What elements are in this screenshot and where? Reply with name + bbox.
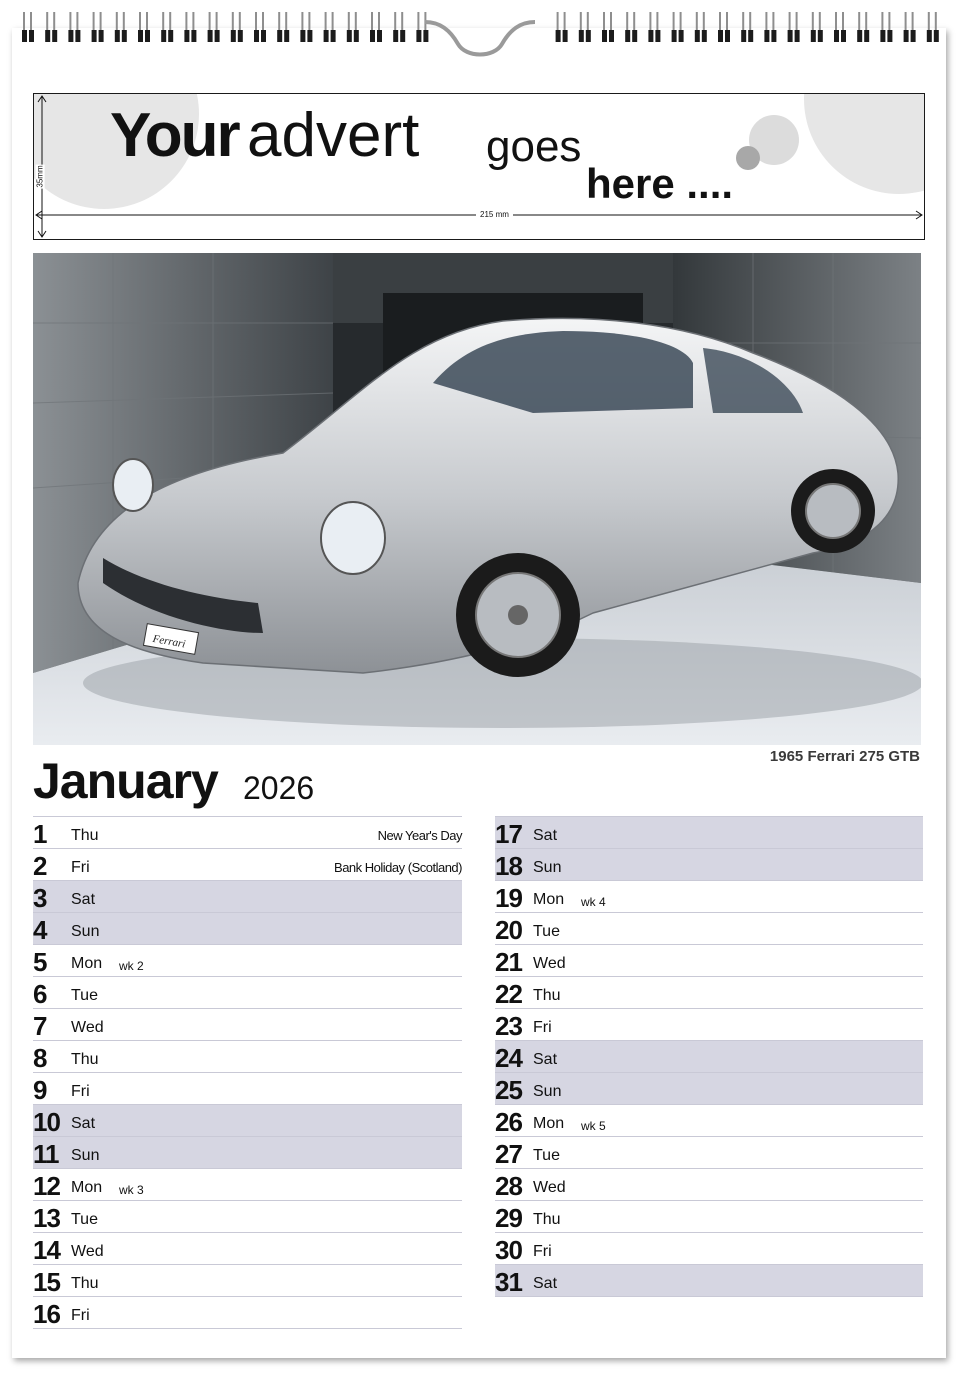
day-row xyxy=(33,1169,462,1201)
day-number: 21 xyxy=(495,947,522,977)
wire-ring xyxy=(927,12,939,42)
day-row xyxy=(495,1009,923,1041)
day-row xyxy=(495,849,923,881)
day-row xyxy=(495,913,923,945)
day-name: Wed xyxy=(71,1243,104,1260)
day-row xyxy=(495,1265,923,1297)
day-row xyxy=(33,1265,462,1297)
day-row xyxy=(495,817,923,849)
day-name: Sun xyxy=(71,1147,100,1164)
day-number: 24 xyxy=(495,1043,522,1073)
day-name: Thu xyxy=(533,987,561,1004)
week-number: wk 5 xyxy=(581,1119,606,1133)
day-name: Wed xyxy=(533,955,566,972)
holiday-label: Bank Holiday (Scotland) xyxy=(334,860,462,875)
advert-box xyxy=(33,93,925,240)
wire-ring xyxy=(416,12,428,42)
day-number: 29 xyxy=(495,1203,522,1233)
day-name: Wed xyxy=(71,1019,104,1036)
day-number: 6 xyxy=(33,979,47,1009)
day-name: Tue xyxy=(71,1211,98,1228)
day-number: 10 xyxy=(33,1107,60,1137)
wire-ring xyxy=(22,12,34,42)
advert-width-label: 215 mm xyxy=(476,210,513,219)
advert-word-your: Your xyxy=(110,101,239,170)
day-name: Sat xyxy=(71,891,96,908)
day-name: Mon xyxy=(533,1115,565,1132)
day-number: 31 xyxy=(495,1267,522,1297)
day-name: Sat xyxy=(533,1275,558,1292)
day-number: 18 xyxy=(495,851,522,881)
day-number: 15 xyxy=(33,1267,60,1297)
day-row xyxy=(495,881,923,913)
day-row xyxy=(33,1297,462,1329)
day-number: 14 xyxy=(33,1235,60,1265)
day-row xyxy=(33,881,462,913)
day-name: Fri xyxy=(71,859,90,876)
wire-ring xyxy=(92,12,104,42)
wire-binding xyxy=(0,0,961,70)
day-number: 9 xyxy=(33,1075,47,1105)
day-number: 12 xyxy=(33,1171,60,1201)
wire-ring xyxy=(68,12,80,42)
day-name: Fri xyxy=(533,1019,552,1036)
wire-ring xyxy=(834,12,846,42)
day-number: 2 xyxy=(33,851,47,881)
day-name: Sat xyxy=(533,1051,558,1068)
day-row xyxy=(33,977,462,1009)
wire-ring xyxy=(556,12,568,42)
day-row xyxy=(33,1201,462,1233)
wire-ring xyxy=(602,12,614,42)
day-row xyxy=(33,1073,462,1105)
day-row xyxy=(33,817,462,849)
day-name: Fri xyxy=(71,1083,90,1100)
day-number: 30 xyxy=(495,1235,522,1265)
wire-ring xyxy=(347,12,359,42)
wire-ring xyxy=(184,12,196,42)
day-row xyxy=(33,1137,462,1169)
wire-ring xyxy=(788,12,800,42)
day-name: Wed xyxy=(533,1179,566,1196)
day-name: Tue xyxy=(71,987,98,1004)
day-number: 17 xyxy=(495,819,522,849)
wire-ring xyxy=(648,12,660,42)
day-row xyxy=(495,1169,923,1201)
day-name: Sun xyxy=(533,1083,562,1100)
day-name: Mon xyxy=(533,891,565,908)
wire-ring xyxy=(857,12,869,42)
day-number: 26 xyxy=(495,1107,522,1137)
day-row xyxy=(495,945,923,977)
day-row xyxy=(33,1105,462,1137)
day-row xyxy=(33,1233,462,1265)
day-number: 4 xyxy=(33,915,47,945)
day-row xyxy=(495,1073,923,1105)
day-number: 5 xyxy=(33,947,47,977)
day-name: Tue xyxy=(533,1147,560,1164)
day-number: 23 xyxy=(495,1011,522,1041)
day-row xyxy=(33,913,462,945)
days-column-right xyxy=(495,816,923,1297)
wire-ring xyxy=(300,12,312,42)
day-number: 1 xyxy=(33,819,47,849)
wire-ring xyxy=(764,12,776,42)
wire-ring xyxy=(231,12,243,42)
wire-ring xyxy=(277,12,289,42)
week-number: wk 2 xyxy=(119,959,144,973)
day-name: Tue xyxy=(533,923,560,940)
advert-word-here: here .... xyxy=(586,160,734,207)
day-number: 11 xyxy=(33,1139,59,1169)
month-title: January xyxy=(33,753,218,809)
wire-ring xyxy=(254,12,266,42)
holiday-label: New Year's Day xyxy=(377,828,462,843)
day-number: 3 xyxy=(33,883,47,913)
day-name: Sun xyxy=(71,923,100,940)
wire-ring xyxy=(579,12,591,42)
wire-ring xyxy=(370,12,382,42)
day-name: Thu xyxy=(71,827,99,844)
wire-ring xyxy=(718,12,730,42)
day-row xyxy=(495,1201,923,1233)
week-number: wk 4 xyxy=(581,895,606,909)
wire-ring xyxy=(324,12,336,42)
days-column-left xyxy=(33,816,462,1329)
day-name: Sat xyxy=(71,1115,96,1132)
day-row xyxy=(495,977,923,1009)
day-row xyxy=(495,1233,923,1265)
wire-ring xyxy=(115,12,127,42)
wire-ring xyxy=(45,12,57,42)
day-number: 7 xyxy=(33,1011,47,1041)
wire-ring xyxy=(695,12,707,42)
wire-ring xyxy=(393,12,405,42)
day-number: 13 xyxy=(33,1203,60,1233)
advert-height-label: 35mm xyxy=(35,165,45,188)
day-name: Fri xyxy=(533,1243,552,1260)
wire-ring xyxy=(811,12,823,42)
day-name: Sat xyxy=(533,827,558,844)
day-row xyxy=(33,1041,462,1073)
wire-ring xyxy=(880,12,892,42)
hanger-hook xyxy=(425,22,535,55)
day-number: 28 xyxy=(495,1171,522,1201)
day-name: Fri xyxy=(71,1307,90,1324)
day-number: 22 xyxy=(495,979,522,1009)
day-number: 8 xyxy=(33,1043,47,1073)
week-number: wk 3 xyxy=(119,1183,144,1197)
wire-ring xyxy=(138,12,150,42)
day-row xyxy=(495,1105,923,1137)
advert-word-advert: advert xyxy=(247,101,420,170)
day-name: Thu xyxy=(71,1275,99,1292)
wire-ring xyxy=(208,12,220,42)
year-title: 2026 xyxy=(243,770,315,806)
day-number: 27 xyxy=(495,1139,522,1169)
advert-word-goes: goes xyxy=(486,122,582,171)
license-plate: Ferrari xyxy=(151,632,187,651)
day-name: Mon xyxy=(71,1179,103,1196)
day-row xyxy=(33,945,462,977)
wire-ring xyxy=(672,12,684,42)
day-number: 19 xyxy=(495,883,522,913)
car-photo xyxy=(33,253,921,745)
day-number: 20 xyxy=(495,915,522,945)
day-number: 16 xyxy=(33,1299,60,1329)
wire-ring xyxy=(904,12,916,42)
day-name: Thu xyxy=(533,1211,561,1228)
wire-ring xyxy=(625,12,637,42)
day-name: Thu xyxy=(71,1051,99,1068)
day-row xyxy=(495,1041,923,1073)
day-name: Mon xyxy=(71,955,103,972)
day-row xyxy=(495,1137,923,1169)
wire-ring xyxy=(161,12,173,42)
day-number: 25 xyxy=(495,1075,522,1105)
wire-ring xyxy=(741,12,753,42)
day-row xyxy=(33,849,462,881)
day-name: Sun xyxy=(533,859,562,876)
day-row xyxy=(33,1009,462,1041)
photo-caption: 1965 Ferrari 275 GTB xyxy=(769,748,920,765)
